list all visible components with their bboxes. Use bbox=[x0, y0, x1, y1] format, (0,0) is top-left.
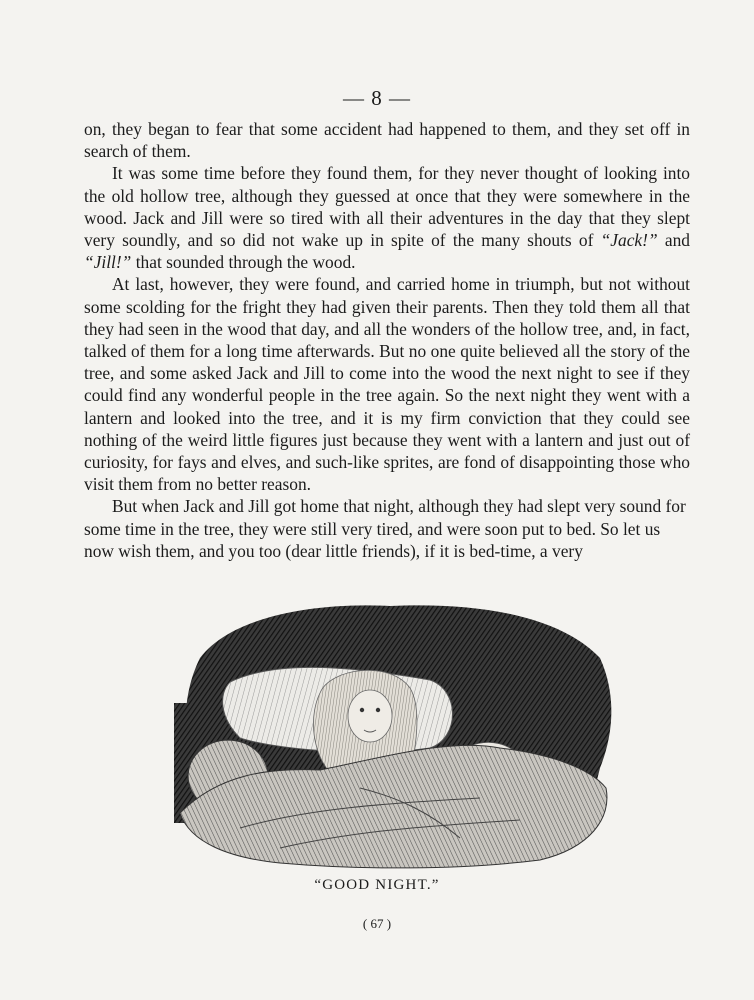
page-number: — 8 — bbox=[343, 86, 411, 110]
paragraph-1: on, they began to fear that some accident had happened to them, and they set off in search of them. bbox=[84, 119, 690, 162]
body-text bbox=[84, 118, 690, 562]
paragraph-2 bbox=[84, 162, 690, 273]
paragraph-2-text: It was some time before they found them, for they never thought of looking into the old hollow tree, although they guessed at once that they were somewhere in the wood. Jack and Jill were so tired with all their adventures in the day that they slept very soundly, and so did not wake up in spite of the many shouts of bbox=[84, 163, 690, 251]
folio-number: ( 67 ) bbox=[362, 916, 392, 931]
paragraph-3: At last, however, they were found, and carried home in triumph, but not without some scolding for the fright they had given their parents. Then they told them all that they had seen in the wood that day, and all the wonders of the hollow tree, and, in fact, talked of them for a long time afterwards. But no one quite believed all the story of the tree, and some asked Jack and Jill to come into the wood the next night to see if they could find any wonderful people in the tree again. So the next night they went with a lantern and looked into the tree, and it is my firm conviction that they could see nothing of the weird little figures just because they went with a lantern and just out of curiosity, for fays and elves, and such-like sprites, are fond of disappointing those who visit them from no better reason. bbox=[84, 274, 690, 495]
paragraph-4: But when Jack and Jill got home that night, although they had slept very sound for some time in the tree, they were still very tired, and were soon put to bed. So let us now wish them, and you too (dear little friends), if it is bed-time, a very bbox=[84, 496, 686, 561]
paragraph-2-and: and bbox=[664, 230, 690, 251]
jill-shout: “Jill!” bbox=[84, 252, 132, 273]
girl-in-bed-engraving bbox=[160, 598, 620, 870]
girl-face bbox=[348, 690, 392, 742]
paragraph-2-end: that sounded through the wood. bbox=[135, 252, 356, 273]
jack-shout: “Jack!” bbox=[600, 230, 658, 251]
illustration-caption: “GOOD NIGHT.” bbox=[314, 877, 440, 893]
